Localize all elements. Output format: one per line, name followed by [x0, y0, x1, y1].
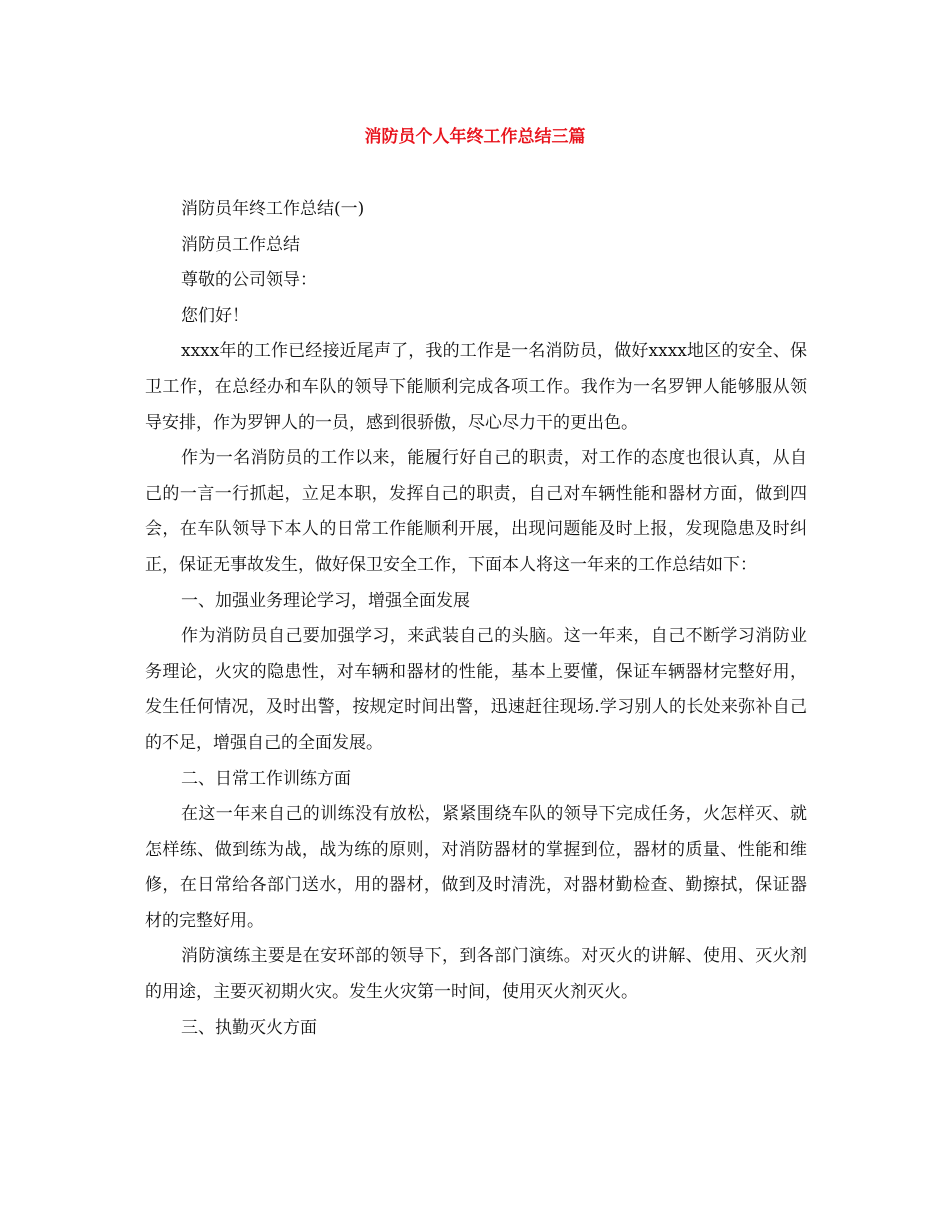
- paragraph-section-heading: 消防员年终工作总结(一): [181, 199, 365, 219]
- document-title: 消防员个人年终工作总结三篇: [364, 127, 586, 147]
- paragraph-salutation: 尊敬的公司领导：: [181, 270, 317, 291]
- paragraph-training: 在这一年来自己的训练没有放松，紧紧围绕车队的领导下完成任务，火怎样灭、就怎样练、做到练为战，战为练的原则，对消防器材的掌握到位，器材的质量、性能和维修，在日常给各部门送水，用的器材，做到及时清洗，对器材勤检查、勤擦拭，保证器材的完整好用。: [145, 804, 807, 931]
- paragraph-subtitle: 消防员工作总结: [181, 234, 300, 255]
- paragraph-overview: 作为一名消防员的工作以来，能履行好自己的职责，对工作的态度也很认真，从自己的一言一行抓起，立足本职，发挥自己的职责，自己对车辆性能和器材方面，做到四会，在车队领导下本人的日常工作能顺利开展，出现问题能及时上报，发现隐患及时纠正，保证无事故发生，做好保卫安全工作，下面本人将这一年来的工作总结如下：: [145, 448, 807, 575]
- paragraph-heading-2: 二、日常工作训练方面: [181, 768, 351, 789]
- paragraph-intro: xxxx年的工作已经接近尾声了，我的工作是一名消防员，做好xxxx地区的安全、保卫工作，在总经办和车队的领导下能顺利完成各项工作。我作为一名罗钾人能够服从领导安排，作为罗钾人的一员，感到很骄傲，尽心尽力干的更出色。: [145, 341, 807, 433]
- paragraph-drill: 消防演练主要是在安环部的领导下，到各部门演练。对灭火的讲解、使用、灭火剂的用途，主要灭初期火灾。发生火灾第一时间，使用灭火剂灭火。: [145, 946, 807, 1003]
- document-body: [145, 192, 807, 1046]
- paragraph-heading-3: 三、执勤灭火方面: [181, 1017, 317, 1038]
- paragraph-study: 作为消防员自己要加强学习，来武装自己的头脑。这一年来，自己不断学习消防业务理论，火灾的隐患性，对车辆和器材的性能，基本上要懂，保证车辆器材完整好用，发生任何情况，及时出警，按规定时间出警，迅速赶往现场.学习别人的长处来弥补自己的不足，增强自己的全面发展。: [145, 626, 807, 753]
- paragraph-greeting: 您们好！: [181, 305, 249, 326]
- paragraph-heading-1: 一、加强业务理论学习，增强全面发展: [181, 590, 470, 611]
